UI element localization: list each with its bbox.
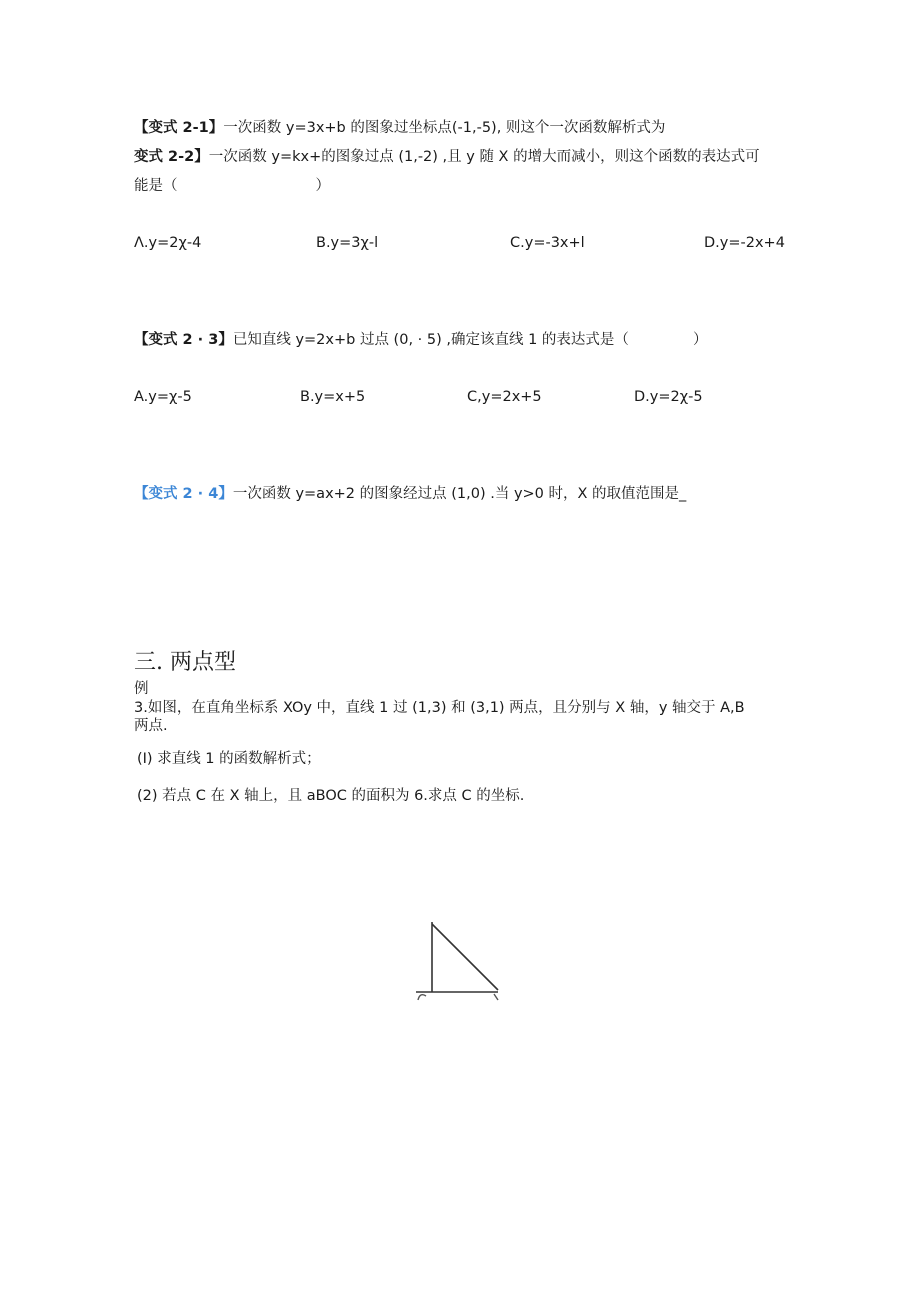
problem-line-2: 两点. — [134, 718, 168, 734]
variant-2-3-option-d: D.y=2χ-5 — [634, 389, 703, 405]
variant-2-3-text: 已知直线 y=2x+b 过点 (0, · 5) ,确定该直线 1 的表达式是（ — [232, 332, 629, 348]
variant-2-2-line1 — [134, 147, 760, 167]
problem-line-1: 3.如图，在直角坐标系 XOy 中，直线 1 过 (1,3) 和 (3,1) 两点，且分别与 X 轴，y 轴交于 A,B — [134, 700, 745, 716]
problem-part-2: (2) 若点 C 在 X 轴上，且 aBOC 的面积为 6.求点 C 的坐标. — [137, 788, 525, 804]
variant-2-1-text: 一次函数 y=3x+b 的图象过坐标点(-1,-5), 则这个一次函数解析式为 — [223, 120, 666, 136]
variant-2-3 — [134, 330, 707, 350]
variant-2-3-option-a: A.y=χ-5 — [134, 389, 192, 405]
origin-mark-icon — [418, 995, 426, 1000]
variant-2-2-option-c: C.y=-3x+l — [510, 235, 585, 251]
variant-2-2-suffix: ） — [315, 178, 330, 194]
axis-tick-mark-icon — [494, 994, 498, 1000]
variant-2-2-option-a: Λ.y=2χ-4 — [134, 235, 202, 251]
variant-2-2-option-b: B.y=3χ-l — [316, 235, 379, 251]
variant-2-4-label: 【变式 2 · 4】 — [134, 486, 233, 502]
variant-2-2-text: 一次函数 y=kx+的图象过点 (1,-2) ,且 y 随 X 的增大而减小，则这个函数的表达式可 — [208, 149, 760, 165]
section-heading: 三. 两点型 — [134, 650, 236, 675]
variant-2-3-option-c: C,y=2x+5 — [467, 389, 542, 405]
variant-2-3-suffix: ） — [692, 332, 708, 348]
problem-part-1: (I) 求直线 1 的函数解析式； — [137, 751, 321, 767]
variant-2-1-label: 【变式 2-1】 — [134, 120, 224, 136]
example-label: 例 — [134, 681, 149, 697]
variant-2-2-label: 变式 2-2】 — [134, 149, 209, 165]
variant-2-4-text: 一次函数 y=ax+2 的图象经过点 (1,0) .当 y>0 时，X 的取值范围是_ — [232, 486, 687, 502]
variant-2-3-label: 【变式 2 · 3】 — [134, 332, 233, 348]
line-l — [432, 924, 498, 990]
coordinate-figure — [412, 918, 508, 1000]
variant-2-1 — [134, 118, 665, 138]
variant-2-3-option-b: B.y=x+5 — [300, 389, 366, 405]
variant-2-4 — [134, 484, 686, 504]
variant-2-2-prefix: 能是（ — [134, 178, 178, 194]
variant-2-2-line2 — [134, 176, 330, 196]
variant-2-2-option-d: D.y=-2x+4 — [704, 235, 785, 251]
